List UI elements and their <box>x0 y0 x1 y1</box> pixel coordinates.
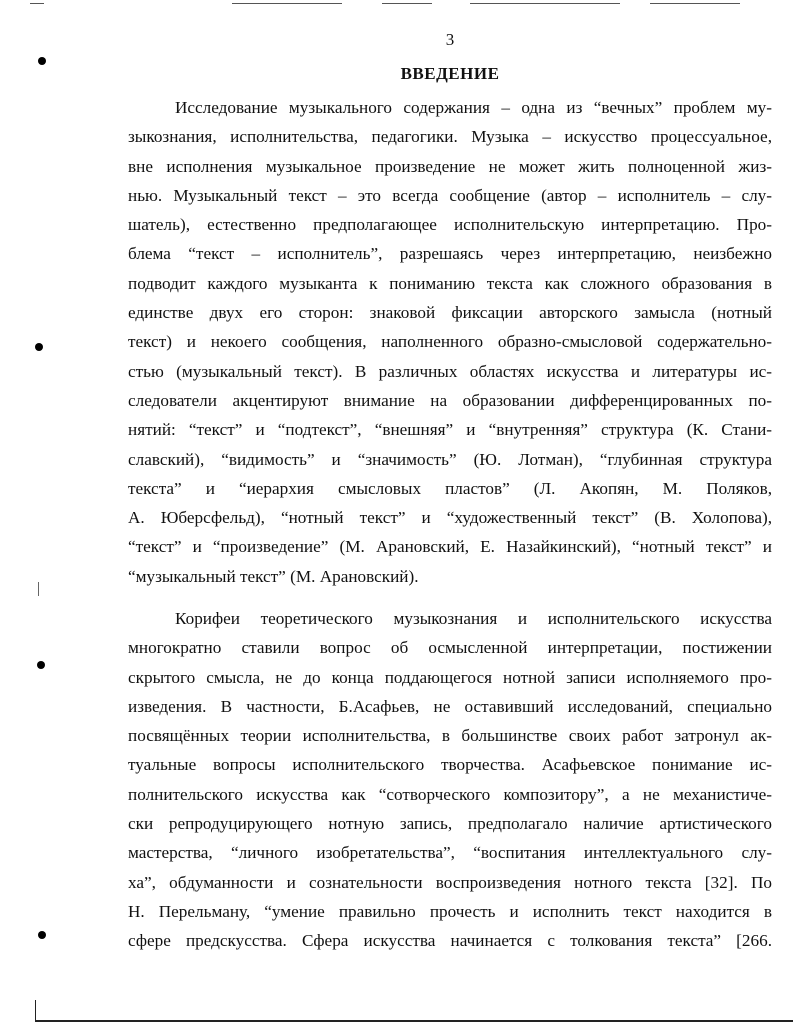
text-line: подводит каждого музыканта к пониманию текста как сложного образования в <box>128 273 772 293</box>
punch-hole-mark <box>35 343 43 351</box>
text-line: сфере предскусства. Сфера искусства начинается с толкования текста” [266. <box>128 931 772 951</box>
paragraph-1 <box>128 93 772 591</box>
text-line: ха”, обдуманности и сознательности воспроизведения нотного текста [32]. По <box>128 872 772 892</box>
text-line: нятий: “текст” и “подтекст”, “внешняя” и “внутренняя” структура (К. Стани- <box>128 420 772 440</box>
text-line: А. Юберсфельд), “нотный текст” и “художественный текст” (В. Холопова), <box>128 508 772 528</box>
text-line: стью (музыкальный текст). В различных областях искусства и литературы ис- <box>128 361 772 381</box>
text-line: изведения. В частности, Б.Асафьев, не оставивший исследований, специально <box>128 696 772 716</box>
scan-tick-mark <box>38 582 39 596</box>
text-line: Корифеи теоретического музыкознания и исполнительского искусства <box>175 609 772 628</box>
scan-edge-left <box>35 1000 36 1022</box>
punch-hole-mark <box>37 661 45 669</box>
text-line: зыкознания, исполнительства, педагогики. Музыка – искусство процессуальное, <box>128 127 772 147</box>
text-line: текста” и “иерархия смысловых пластов” (Л. Акопян, М. Поляков, <box>128 478 772 498</box>
page-number: 3 <box>445 30 455 49</box>
scan-edge-top <box>30 3 44 4</box>
text-line: нью. Музыкальный текст – это всегда сообщение (автор – исполнитель – слу- <box>128 185 772 205</box>
text-line: следователи акцентируют внимание на образовании дифференцированных по- <box>128 390 772 410</box>
text-line: туальные вопросы исполнительского творчества. Асафьевское понимание ис- <box>128 755 772 775</box>
text-line: многократно ставили вопрос об осмысленной интерпретации, постижении <box>128 638 772 658</box>
text-line: посвящённых теории исполнительства, в большинстве своих работ затронул ак- <box>128 726 772 746</box>
text-line: “музыкальный текст” (М. Арановский). <box>128 566 419 586</box>
punch-hole-mark <box>38 57 46 65</box>
text-line: Исследование музыкального содержания – одна из “вечных” проблем му- <box>175 98 772 117</box>
text-line: текст) и некоего сообщения, наполненного образно-смысловой содержательно- <box>128 332 772 352</box>
text-line: Н. Перельману, “умение правильно прочесть и исполнить текст находится в <box>128 901 772 921</box>
scan-edge-bottom <box>36 1020 793 1022</box>
scan-edge-top <box>232 3 342 4</box>
text-line: “текст” и “произведение” (М. Арановский, Е. Назайкинский), “нотный текст” и <box>128 537 772 557</box>
paragraph-2 <box>128 604 772 956</box>
text-line: мастерства, “личного изобретательства”, “воспитания интеллектуального слу- <box>128 843 772 863</box>
text-line: полнительского искусства как “сотворческого композитору”, а не механистиче- <box>128 784 772 804</box>
text-line: славский), “видимость” и “значимость” (Ю. Лотман), “глубинная структура <box>128 449 772 469</box>
scan-edge-top <box>650 3 740 4</box>
scan-edge-top <box>470 3 620 4</box>
text-line: ски репродуцирующего нотную запись, предполагало наличие артистического <box>128 814 772 834</box>
scan-edge-top <box>382 3 432 4</box>
text-line: единстве двух его сторон: знаковой фиксации авторского замысла (нотный <box>128 303 772 323</box>
punch-hole-mark <box>38 931 46 939</box>
text-line: шатель), естественно предполагающее исполнительскую интерпретацию. Про- <box>128 215 772 235</box>
text-line: вне исполнения музыкальное произведение не может жить полноценной жиз- <box>128 156 772 176</box>
text-line: блема “текст – исполнитель”, разрешаясь через интерпретацию, неизбежно <box>128 244 772 264</box>
page-heading: ВВЕДЕНИЕ <box>400 64 500 83</box>
text-line: скрытого смысла, не до конца поддающегося нотной записи исполняемого про- <box>128 667 772 687</box>
